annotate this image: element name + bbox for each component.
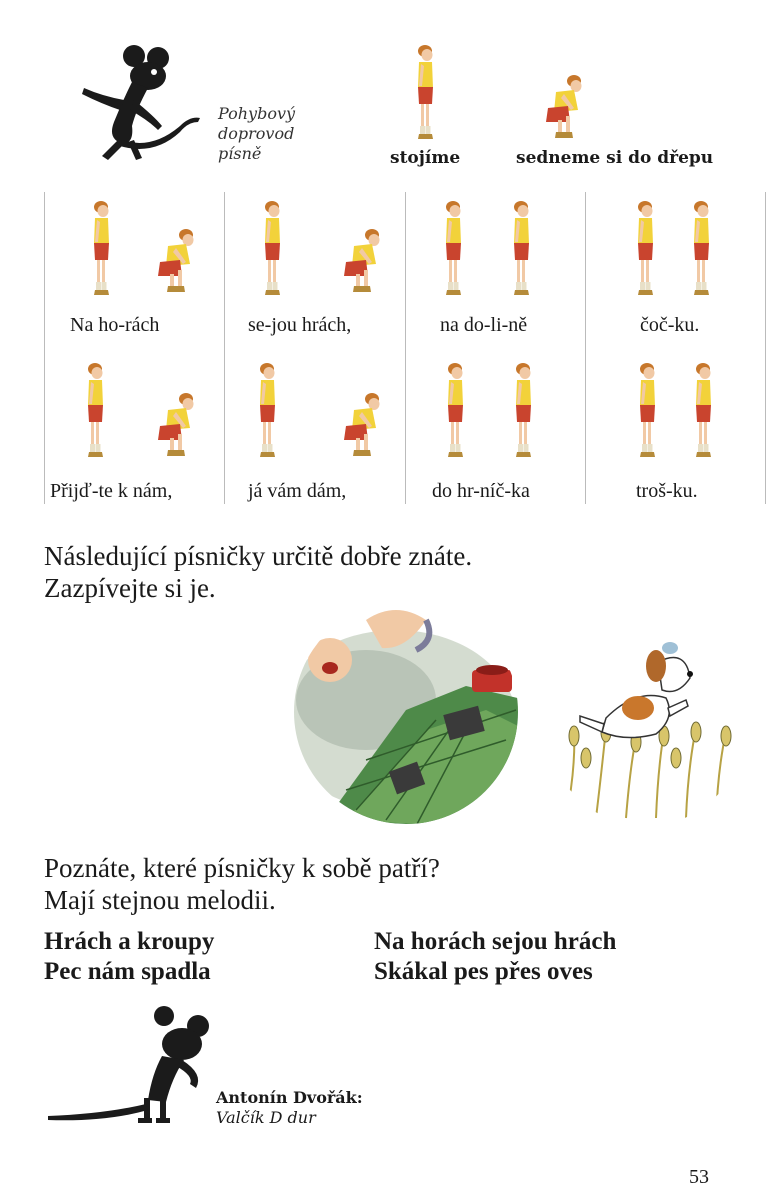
boy-squatting-icon — [336, 390, 386, 460]
boy-standing-icon — [686, 198, 716, 298]
lyric-syllable: troš-ku. — [636, 480, 698, 502]
boy-standing-icon — [438, 198, 468, 298]
song-title: Skákal pes přes oves — [374, 958, 593, 985]
boy-standing-icon — [506, 198, 536, 298]
song-title: Pec nám spadla — [44, 958, 211, 985]
mouse-listening-illustration — [44, 1004, 224, 1126]
question-text — [44, 852, 440, 916]
legend-caption-line: doprovod — [218, 124, 295, 143]
boy-standing-icon — [257, 198, 287, 298]
question-line: Poznáte, které písničky k sobě patří? — [44, 853, 440, 883]
lyric-syllable: já vám dám, — [248, 480, 347, 502]
lyric-syllable: se-jou hrách, — [248, 314, 352, 336]
question-line: Mají stejnou melodii. — [44, 885, 276, 915]
lyric-syllable: Na ho-rách — [70, 314, 160, 336]
intro-line: Zazpívejte si je. — [44, 573, 216, 603]
boy-squatting-icon — [336, 226, 386, 296]
boy-standing-icon — [410, 42, 440, 142]
boy-squatting-icon — [150, 226, 200, 296]
lyric-syllable: na do-li-ně — [440, 314, 528, 336]
boy-standing-icon — [80, 360, 110, 460]
boy-standing-icon — [440, 360, 470, 460]
boy-standing-icon — [86, 198, 116, 298]
song-title: Na horách sejou hrách — [374, 928, 617, 955]
legend-caption — [218, 104, 295, 164]
mouse-dancing-illustration — [62, 42, 202, 167]
lyric-syllable: čoč-ku. — [640, 314, 700, 336]
boy-standing-icon — [688, 360, 718, 460]
song-title: Hrách a kroupy — [44, 928, 215, 955]
boy-standing-icon — [508, 360, 538, 460]
dog-jumping-illustration — [546, 608, 746, 828]
boy-squatting-icon — [150, 390, 200, 460]
boy-standing-icon — [632, 360, 662, 460]
lyric-syllable: do hr-níč-ka — [432, 480, 530, 502]
composer-name: Antonín Dvořák: — [216, 1088, 363, 1107]
intro-line: Následující písničky určitě dobře znáte. — [44, 541, 473, 571]
boy-standing-icon — [630, 198, 660, 298]
stand-label: stojíme — [390, 148, 461, 168]
lyric-syllable: Přijď-te k nám, — [50, 480, 173, 502]
listening-info — [216, 1088, 363, 1128]
boy-squatting-icon — [538, 72, 588, 142]
page-number: 53 — [689, 1166, 709, 1188]
boy-standing-icon — [252, 360, 282, 460]
collapsed-stove-illustration — [286, 590, 526, 830]
squat-label: sedneme si do dřepu — [516, 148, 714, 168]
piece-title: Valčík D dur — [216, 1108, 316, 1127]
legend-caption-line: písně — [218, 144, 262, 163]
legend-caption-line: Pohybový — [218, 104, 296, 123]
